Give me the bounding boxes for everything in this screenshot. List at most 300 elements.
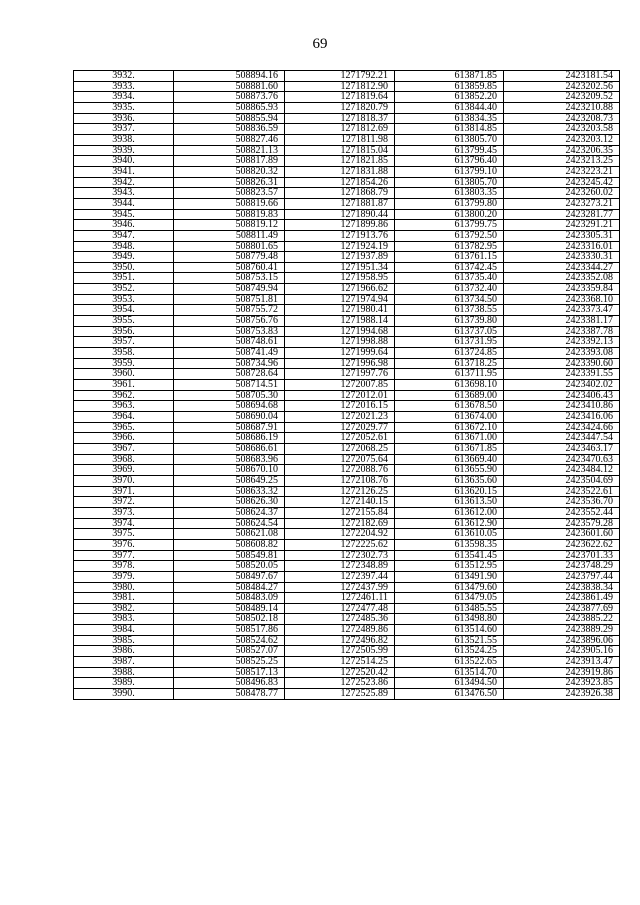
point-number-cell: 3952. — [74, 284, 174, 295]
point-number-cell: 3970. — [74, 475, 174, 486]
point-number-cell: 3990. — [74, 689, 174, 700]
x2-coordinate-cell: 613871.85 — [395, 71, 504, 82]
table-row — [74, 273, 620, 284]
table-row — [74, 241, 620, 252]
x2-coordinate-cell: 613522.65 — [395, 657, 504, 668]
y-coordinate-cell: 1272523.86 — [285, 678, 395, 689]
y2-coordinate-cell: 2423344.27 — [504, 262, 620, 273]
x2-coordinate-cell: 613598.35 — [395, 539, 504, 550]
y-coordinate-cell: 1272489.86 — [285, 625, 395, 636]
point-number-cell: 3946. — [74, 220, 174, 231]
y2-coordinate-cell: 2423579.28 — [504, 518, 620, 529]
x2-coordinate-cell: 613799.80 — [395, 198, 504, 209]
table-row — [74, 678, 620, 689]
point-number-cell: 3960. — [74, 369, 174, 380]
point-number-cell: 3979. — [74, 571, 174, 582]
table-row — [74, 145, 620, 156]
y2-coordinate-cell: 2423406.43 — [504, 390, 620, 401]
x2-coordinate-cell: 613498.80 — [395, 614, 504, 625]
table-row — [74, 369, 620, 380]
y2-coordinate-cell: 2423923.85 — [504, 678, 620, 689]
table-row — [74, 486, 620, 497]
point-number-cell: 3954. — [74, 305, 174, 316]
table-row — [74, 529, 620, 540]
y2-coordinate-cell: 2423838.34 — [504, 582, 620, 593]
y2-coordinate-cell: 2423391.55 — [504, 369, 620, 380]
y2-coordinate-cell: 2423889.29 — [504, 625, 620, 636]
point-number-cell: 3941. — [74, 166, 174, 177]
table-row — [74, 305, 620, 316]
y2-coordinate-cell: 2423622.62 — [504, 539, 620, 550]
x2-coordinate-cell: 613514.60 — [395, 625, 504, 636]
y-coordinate-cell: 1271913.76 — [285, 230, 395, 241]
y2-coordinate-cell: 2423504.69 — [504, 475, 620, 486]
point-number-cell: 3973. — [74, 507, 174, 518]
x2-coordinate-cell: 613512.95 — [395, 561, 504, 572]
y-coordinate-cell: 1271881.87 — [285, 198, 395, 209]
coordinates-table-body — [74, 71, 620, 700]
point-number-cell: 3984. — [74, 625, 174, 636]
x-coordinate-cell: 508811.49 — [174, 230, 285, 241]
x2-coordinate-cell: 613476.50 — [395, 689, 504, 700]
y2-coordinate-cell: 2423368.10 — [504, 294, 620, 305]
table-row — [74, 614, 620, 625]
y-coordinate-cell: 1272016.15 — [285, 401, 395, 412]
y2-coordinate-cell: 2423213.25 — [504, 156, 620, 167]
table-row — [74, 635, 620, 646]
coordinates-table — [73, 70, 620, 700]
x2-coordinate-cell: 613735.40 — [395, 273, 504, 284]
x2-coordinate-cell: 613852.20 — [395, 92, 504, 103]
point-number-cell: 3982. — [74, 603, 174, 614]
x-coordinate-cell: 508756.76 — [174, 316, 285, 327]
y2-coordinate-cell: 2423885.22 — [504, 614, 620, 625]
y-coordinate-cell: 1272052.61 — [285, 433, 395, 444]
y2-coordinate-cell: 2423392.13 — [504, 337, 620, 348]
point-number-cell: 3967. — [74, 443, 174, 454]
y-coordinate-cell: 1272461.11 — [285, 593, 395, 604]
point-number-cell: 3936. — [74, 113, 174, 124]
table-row — [74, 390, 620, 401]
table-row — [74, 198, 620, 209]
point-number-cell: 3934. — [74, 92, 174, 103]
x-coordinate-cell: 508686.19 — [174, 433, 285, 444]
x-coordinate-cell: 508827.46 — [174, 134, 285, 145]
point-number-cell: 3974. — [74, 518, 174, 529]
x-coordinate-cell: 508821.13 — [174, 145, 285, 156]
table-row — [74, 657, 620, 668]
point-number-cell: 3985. — [74, 635, 174, 646]
x-coordinate-cell: 508497.67 — [174, 571, 285, 582]
y-coordinate-cell: 1271819.64 — [285, 92, 395, 103]
y2-coordinate-cell: 2423926.38 — [504, 689, 620, 700]
x2-coordinate-cell: 613671.85 — [395, 443, 504, 454]
y2-coordinate-cell: 2423552.44 — [504, 507, 620, 518]
table-row — [74, 188, 620, 199]
x-coordinate-cell: 508753.15 — [174, 273, 285, 284]
x2-coordinate-cell: 613610.05 — [395, 529, 504, 540]
y2-coordinate-cell: 2423203.58 — [504, 124, 620, 135]
y-coordinate-cell: 1271966.62 — [285, 284, 395, 295]
table-row — [74, 625, 620, 636]
y-coordinate-cell: 1272477.48 — [285, 603, 395, 614]
y-coordinate-cell: 1272525.89 — [285, 689, 395, 700]
y2-coordinate-cell: 2423210.88 — [504, 102, 620, 113]
y2-coordinate-cell: 2423913.47 — [504, 657, 620, 668]
table-row — [74, 507, 620, 518]
table-row — [74, 337, 620, 348]
x2-coordinate-cell: 613612.00 — [395, 507, 504, 518]
x2-coordinate-cell: 613800.20 — [395, 209, 504, 220]
x2-coordinate-cell: 613718.25 — [395, 358, 504, 369]
x2-coordinate-cell: 613814.85 — [395, 124, 504, 135]
table-row — [74, 284, 620, 295]
x2-coordinate-cell: 613494.50 — [395, 678, 504, 689]
point-number-cell: 3959. — [74, 358, 174, 369]
table-row — [74, 412, 620, 423]
x-coordinate-cell: 508687.91 — [174, 422, 285, 433]
x2-coordinate-cell: 613844.40 — [395, 102, 504, 113]
y-coordinate-cell: 1272068.25 — [285, 443, 395, 454]
x2-coordinate-cell: 613479.60 — [395, 582, 504, 593]
table-row — [74, 667, 620, 678]
x2-coordinate-cell: 613521.55 — [395, 635, 504, 646]
x-coordinate-cell: 508741.49 — [174, 348, 285, 359]
x-coordinate-cell: 508483.09 — [174, 593, 285, 604]
y2-coordinate-cell: 2423352.08 — [504, 273, 620, 284]
y2-coordinate-cell: 2423905.16 — [504, 646, 620, 657]
x-coordinate-cell: 508549.81 — [174, 550, 285, 561]
point-number-cell: 3956. — [74, 326, 174, 337]
table-row — [74, 646, 620, 657]
x-coordinate-cell: 508670.10 — [174, 465, 285, 476]
y-coordinate-cell: 1272505.99 — [285, 646, 395, 657]
x-coordinate-cell: 508502.18 — [174, 614, 285, 625]
point-number-cell: 3951. — [74, 273, 174, 284]
y2-coordinate-cell: 2423245.42 — [504, 177, 620, 188]
x-coordinate-cell: 508683.96 — [174, 454, 285, 465]
x2-coordinate-cell: 613803.35 — [395, 188, 504, 199]
point-number-cell: 3981. — [74, 593, 174, 604]
x2-coordinate-cell: 613479.05 — [395, 593, 504, 604]
x2-coordinate-cell: 613796.40 — [395, 156, 504, 167]
x-coordinate-cell: 508734.96 — [174, 358, 285, 369]
y2-coordinate-cell: 2423797.44 — [504, 571, 620, 582]
point-number-cell: 3948. — [74, 241, 174, 252]
x-coordinate-cell: 508705.30 — [174, 390, 285, 401]
point-number-cell: 3988. — [74, 667, 174, 678]
point-number-cell: 3945. — [74, 209, 174, 220]
x2-coordinate-cell: 613711.95 — [395, 369, 504, 380]
point-number-cell: 3961. — [74, 380, 174, 391]
table-row — [74, 550, 620, 561]
point-number-cell: 3986. — [74, 646, 174, 657]
y2-coordinate-cell: 2423381.17 — [504, 316, 620, 327]
y2-coordinate-cell: 2423223.21 — [504, 166, 620, 177]
table-row — [74, 433, 620, 444]
y-coordinate-cell: 1271994.68 — [285, 326, 395, 337]
table-row — [74, 465, 620, 476]
y2-coordinate-cell: 2423470.63 — [504, 454, 620, 465]
x-coordinate-cell: 508621.08 — [174, 529, 285, 540]
y-coordinate-cell: 1272348.89 — [285, 561, 395, 572]
x-coordinate-cell: 508484.27 — [174, 582, 285, 593]
y-coordinate-cell: 1271854.26 — [285, 177, 395, 188]
x-coordinate-cell: 508517.86 — [174, 625, 285, 636]
x-coordinate-cell: 508865.93 — [174, 102, 285, 113]
y2-coordinate-cell: 2423919.86 — [504, 667, 620, 678]
x2-coordinate-cell: 613524.25 — [395, 646, 504, 657]
x-coordinate-cell: 508819.66 — [174, 198, 285, 209]
y2-coordinate-cell: 2423748.29 — [504, 561, 620, 572]
x-coordinate-cell: 508749.94 — [174, 284, 285, 295]
table-row — [74, 475, 620, 486]
table-row — [74, 518, 620, 529]
y2-coordinate-cell: 2423424.66 — [504, 422, 620, 433]
x-coordinate-cell: 508714.51 — [174, 380, 285, 391]
x2-coordinate-cell: 613541.45 — [395, 550, 504, 561]
y-coordinate-cell: 1271890.44 — [285, 209, 395, 220]
y-coordinate-cell: 1272108.76 — [285, 475, 395, 486]
table-row — [74, 348, 620, 359]
x-coordinate-cell: 508855.94 — [174, 113, 285, 124]
x-coordinate-cell: 508753.83 — [174, 326, 285, 337]
x-coordinate-cell: 508524.62 — [174, 635, 285, 646]
x2-coordinate-cell: 613620.15 — [395, 486, 504, 497]
y2-coordinate-cell: 2423536.70 — [504, 497, 620, 508]
x2-coordinate-cell: 613792.50 — [395, 230, 504, 241]
x2-coordinate-cell: 613514.70 — [395, 667, 504, 678]
y-coordinate-cell: 1272397.44 — [285, 571, 395, 582]
x2-coordinate-cell: 613805.70 — [395, 177, 504, 188]
y2-coordinate-cell: 2423209.52 — [504, 92, 620, 103]
y-coordinate-cell: 1272088.76 — [285, 465, 395, 476]
point-number-cell: 3975. — [74, 529, 174, 540]
x-coordinate-cell: 508686.61 — [174, 443, 285, 454]
x-coordinate-cell: 508520.05 — [174, 561, 285, 572]
x-coordinate-cell: 508626.30 — [174, 497, 285, 508]
point-number-cell: 3980. — [74, 582, 174, 593]
x-coordinate-cell: 508819.83 — [174, 209, 285, 220]
y-coordinate-cell: 1271958.95 — [285, 273, 395, 284]
y2-coordinate-cell: 2423359.84 — [504, 284, 620, 295]
y-coordinate-cell: 1272437.99 — [285, 582, 395, 593]
y-coordinate-cell: 1272485.36 — [285, 614, 395, 625]
y2-coordinate-cell: 2423330.31 — [504, 252, 620, 263]
y2-coordinate-cell: 2423273.21 — [504, 198, 620, 209]
y-coordinate-cell: 1271998.88 — [285, 337, 395, 348]
x2-coordinate-cell: 613739.80 — [395, 316, 504, 327]
x2-coordinate-cell: 613669.40 — [395, 454, 504, 465]
y-coordinate-cell: 1271815.04 — [285, 145, 395, 156]
table-row — [74, 443, 620, 454]
y2-coordinate-cell: 2423601.60 — [504, 529, 620, 540]
point-number-cell: 3964. — [74, 412, 174, 423]
x2-coordinate-cell: 613731.95 — [395, 337, 504, 348]
x2-coordinate-cell: 613805.70 — [395, 134, 504, 145]
y-coordinate-cell: 1271899.86 — [285, 220, 395, 231]
table-row — [74, 454, 620, 465]
point-number-cell: 3968. — [74, 454, 174, 465]
x2-coordinate-cell: 613834.35 — [395, 113, 504, 124]
x2-coordinate-cell: 613635.60 — [395, 475, 504, 486]
x2-coordinate-cell: 613734.50 — [395, 294, 504, 305]
y-coordinate-cell: 1271811.98 — [285, 134, 395, 145]
y-coordinate-cell: 1272012.01 — [285, 390, 395, 401]
table-row — [74, 209, 620, 220]
y-coordinate-cell: 1271812.90 — [285, 81, 395, 92]
point-number-cell: 3942. — [74, 177, 174, 188]
y2-coordinate-cell: 2423416.06 — [504, 412, 620, 423]
point-number-cell: 3966. — [74, 433, 174, 444]
x-coordinate-cell: 508801.65 — [174, 241, 285, 252]
y-coordinate-cell: 1271997.76 — [285, 369, 395, 380]
point-number-cell: 3971. — [74, 486, 174, 497]
point-number-cell: 3933. — [74, 81, 174, 92]
point-number-cell: 3978. — [74, 561, 174, 572]
x-coordinate-cell: 508836.59 — [174, 124, 285, 135]
x-coordinate-cell: 508817.89 — [174, 156, 285, 167]
point-number-cell: 3937. — [74, 124, 174, 135]
y2-coordinate-cell: 2423316.01 — [504, 241, 620, 252]
y-coordinate-cell: 1271974.94 — [285, 294, 395, 305]
x-coordinate-cell: 508881.60 — [174, 81, 285, 92]
x2-coordinate-cell: 613491.90 — [395, 571, 504, 582]
x-coordinate-cell: 508760.41 — [174, 262, 285, 273]
point-number-cell: 3947. — [74, 230, 174, 241]
point-number-cell: 3963. — [74, 401, 174, 412]
y-coordinate-cell: 1271996.98 — [285, 358, 395, 369]
y2-coordinate-cell: 2423447.54 — [504, 433, 620, 444]
table-row — [74, 561, 620, 572]
y-coordinate-cell: 1271924.19 — [285, 241, 395, 252]
table-row — [74, 102, 620, 113]
table-row — [74, 262, 620, 273]
y-coordinate-cell: 1272075.64 — [285, 454, 395, 465]
table-row — [74, 571, 620, 582]
y-coordinate-cell: 1271820.79 — [285, 102, 395, 113]
table-row — [74, 593, 620, 604]
y-coordinate-cell: 1271980.41 — [285, 305, 395, 316]
y2-coordinate-cell: 2423861.49 — [504, 593, 620, 604]
point-number-cell: 3940. — [74, 156, 174, 167]
x-coordinate-cell: 508728.64 — [174, 369, 285, 380]
y-coordinate-cell: 1271951.34 — [285, 262, 395, 273]
point-number-cell: 3955. — [74, 316, 174, 327]
table-row — [74, 230, 620, 241]
x2-coordinate-cell: 613742.45 — [395, 262, 504, 273]
x-coordinate-cell: 508608.82 — [174, 539, 285, 550]
y2-coordinate-cell: 2423305.31 — [504, 230, 620, 241]
x-coordinate-cell: 508751.81 — [174, 294, 285, 305]
y2-coordinate-cell: 2423390.60 — [504, 358, 620, 369]
x-coordinate-cell: 508649.25 — [174, 475, 285, 486]
y-coordinate-cell: 1271831.88 — [285, 166, 395, 177]
y-coordinate-cell: 1271999.64 — [285, 348, 395, 359]
table-row — [74, 380, 620, 391]
y-coordinate-cell: 1271792.21 — [285, 71, 395, 82]
y-coordinate-cell: 1272007.85 — [285, 380, 395, 391]
y2-coordinate-cell: 2423291.21 — [504, 220, 620, 231]
y-coordinate-cell: 1272155.84 — [285, 507, 395, 518]
y2-coordinate-cell: 2423206.35 — [504, 145, 620, 156]
y-coordinate-cell: 1272520.42 — [285, 667, 395, 678]
x-coordinate-cell: 508820.32 — [174, 166, 285, 177]
x2-coordinate-cell: 613612.90 — [395, 518, 504, 529]
table-row — [74, 124, 620, 135]
y-coordinate-cell: 1272140.15 — [285, 497, 395, 508]
x-coordinate-cell: 508525.25 — [174, 657, 285, 668]
x-coordinate-cell: 508624.54 — [174, 518, 285, 529]
x2-coordinate-cell: 613672.10 — [395, 422, 504, 433]
point-number-cell: 3989. — [74, 678, 174, 689]
x-coordinate-cell: 508496.83 — [174, 678, 285, 689]
x2-coordinate-cell: 613761.15 — [395, 252, 504, 263]
y-coordinate-cell: 1271818.37 — [285, 113, 395, 124]
y2-coordinate-cell: 2423373.47 — [504, 305, 620, 316]
table-row — [74, 81, 620, 92]
table-row — [74, 134, 620, 145]
point-number-cell: 3965. — [74, 422, 174, 433]
y-coordinate-cell: 1272182.69 — [285, 518, 395, 529]
table-row — [74, 294, 620, 305]
x2-coordinate-cell: 613799.10 — [395, 166, 504, 177]
y2-coordinate-cell: 2423877.69 — [504, 603, 620, 614]
x2-coordinate-cell: 613613.50 — [395, 497, 504, 508]
point-number-cell: 3932. — [74, 71, 174, 82]
x-coordinate-cell: 508517.13 — [174, 667, 285, 678]
y2-coordinate-cell: 2423208.73 — [504, 113, 620, 124]
x2-coordinate-cell: 613485.55 — [395, 603, 504, 614]
y-coordinate-cell: 1272496.82 — [285, 635, 395, 646]
y-coordinate-cell: 1271868.79 — [285, 188, 395, 199]
y-coordinate-cell: 1272514.25 — [285, 657, 395, 668]
y-coordinate-cell: 1271812.69 — [285, 124, 395, 135]
x-coordinate-cell: 508894.16 — [174, 71, 285, 82]
y2-coordinate-cell: 2423281.77 — [504, 209, 620, 220]
table-row — [74, 401, 620, 412]
point-number-cell: 3977. — [74, 550, 174, 561]
point-number-cell: 3969. — [74, 465, 174, 476]
point-number-cell: 3957. — [74, 337, 174, 348]
x2-coordinate-cell: 613678.50 — [395, 401, 504, 412]
x2-coordinate-cell: 613799.75 — [395, 220, 504, 231]
y-coordinate-cell: 1271988.14 — [285, 316, 395, 327]
x-coordinate-cell: 508478.77 — [174, 689, 285, 700]
y2-coordinate-cell: 2423701.33 — [504, 550, 620, 561]
point-number-cell: 3943. — [74, 188, 174, 199]
point-number-cell: 3983. — [74, 614, 174, 625]
x-coordinate-cell: 508694.68 — [174, 401, 285, 412]
x-coordinate-cell: 508690.04 — [174, 412, 285, 423]
y-coordinate-cell: 1272126.25 — [285, 486, 395, 497]
table-row — [74, 177, 620, 188]
x-coordinate-cell: 508823.57 — [174, 188, 285, 199]
point-number-cell: 3953. — [74, 294, 174, 305]
x-coordinate-cell: 508755.72 — [174, 305, 285, 316]
x2-coordinate-cell: 613732.40 — [395, 284, 504, 295]
table-row — [74, 156, 620, 167]
point-number-cell: 3950. — [74, 262, 174, 273]
table-row — [74, 497, 620, 508]
table-row — [74, 689, 620, 700]
y2-coordinate-cell: 2423522.61 — [504, 486, 620, 497]
point-number-cell: 3944. — [74, 198, 174, 209]
x2-coordinate-cell: 613737.05 — [395, 326, 504, 337]
y2-coordinate-cell: 2423463.17 — [504, 443, 620, 454]
x2-coordinate-cell: 613724.85 — [395, 348, 504, 359]
x-coordinate-cell: 508748.61 — [174, 337, 285, 348]
